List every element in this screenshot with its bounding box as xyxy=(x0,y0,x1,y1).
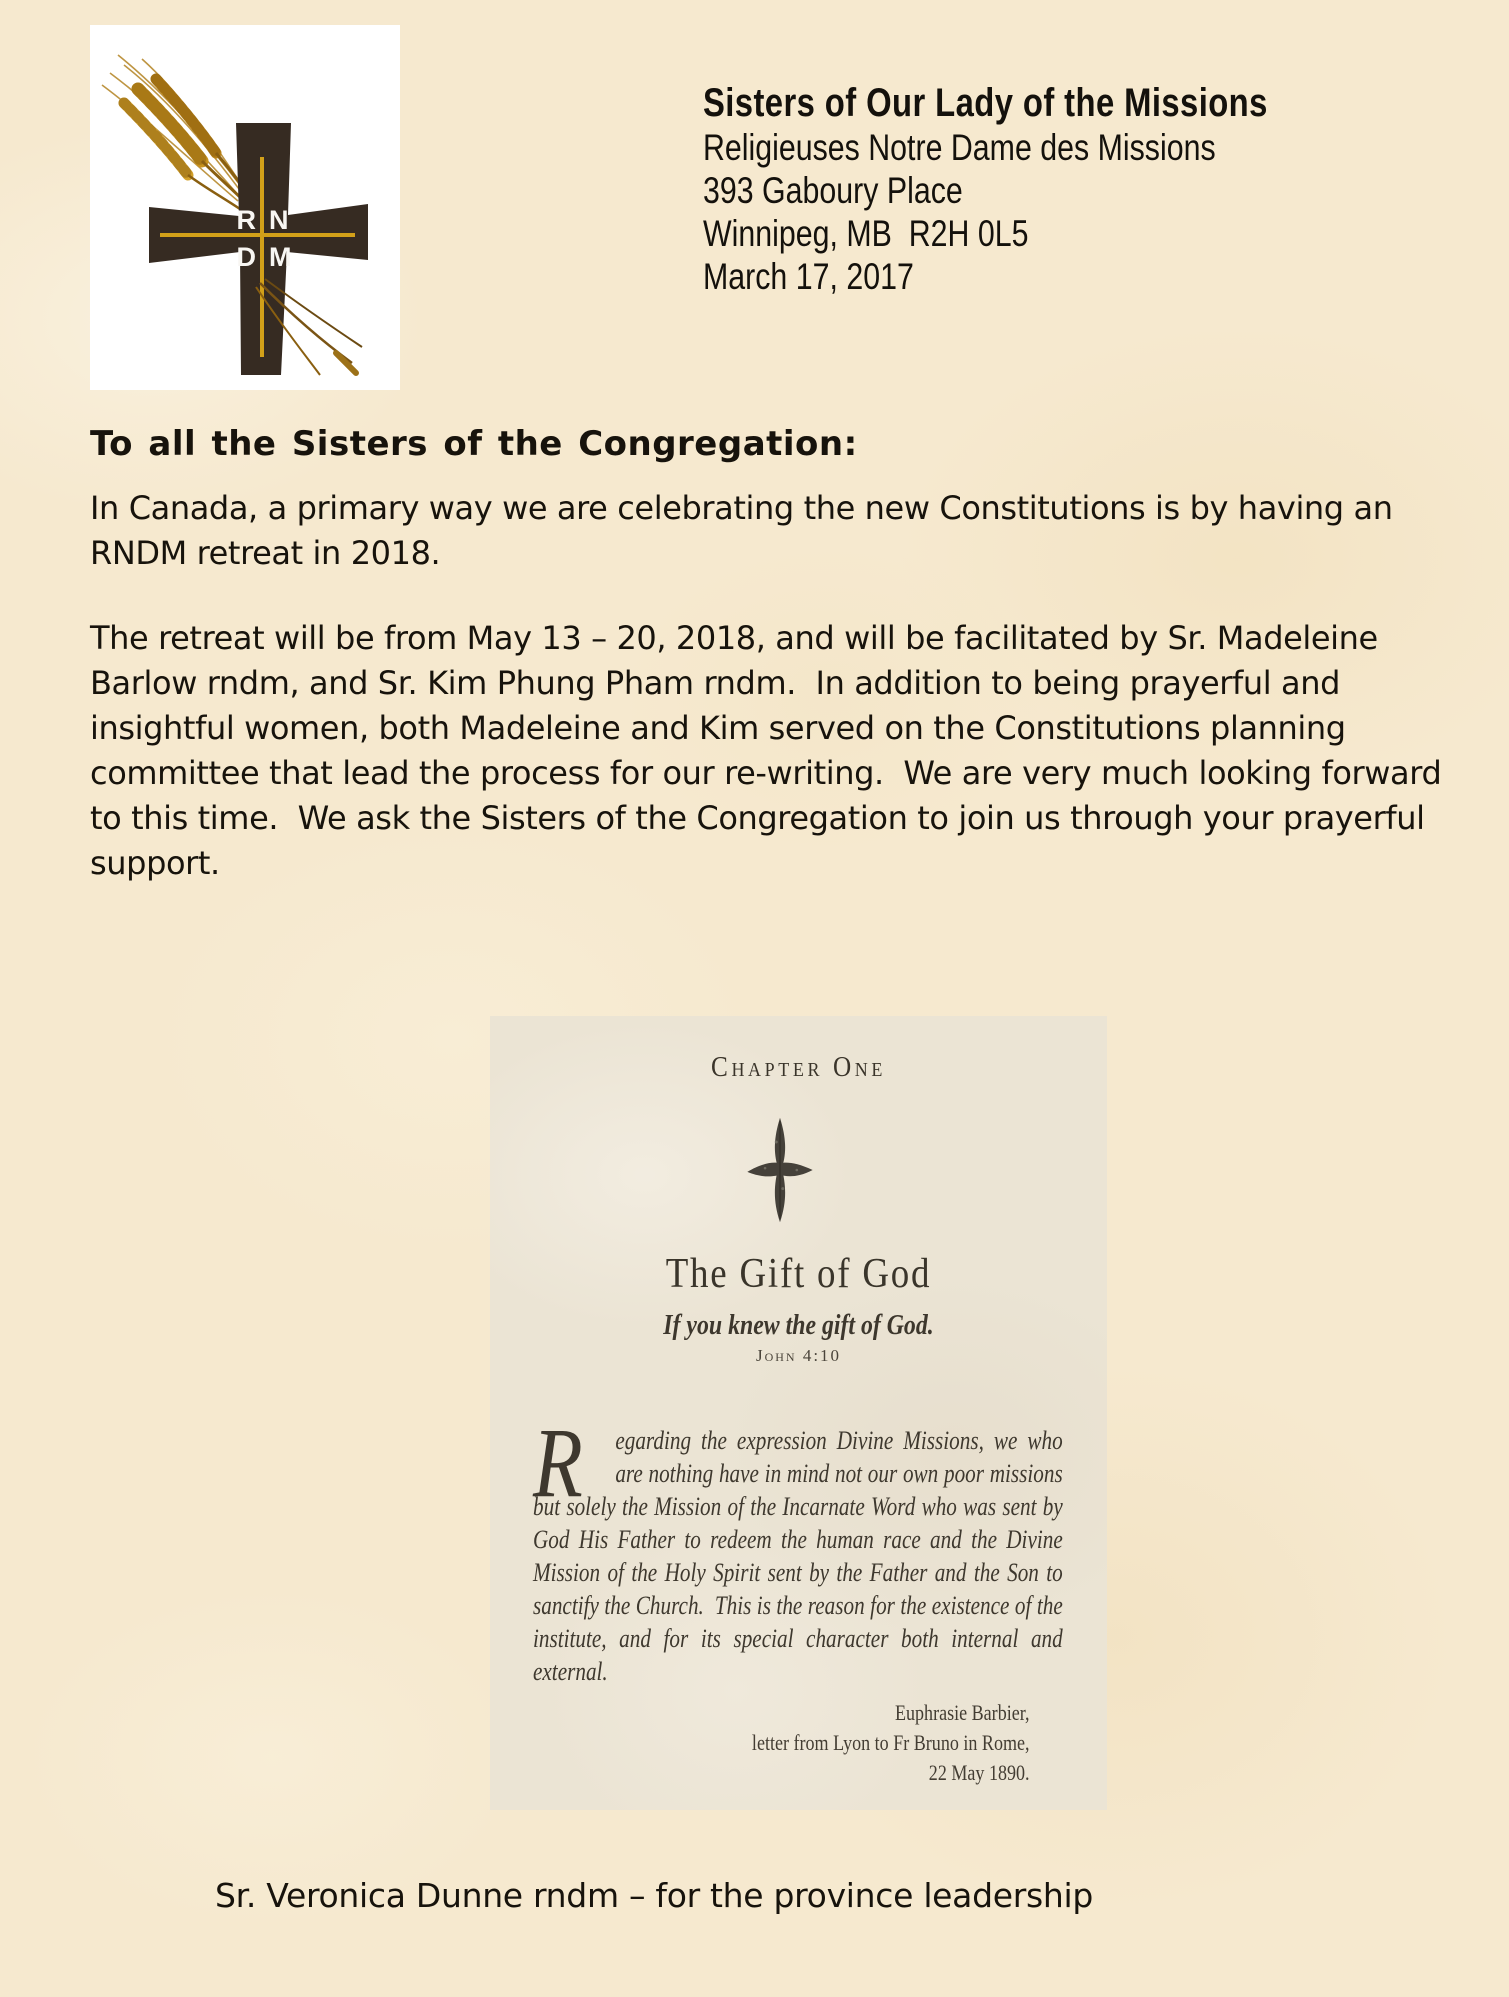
salutation: To all the Sisters of the Congregation: xyxy=(90,424,858,464)
letterhead xyxy=(703,80,1268,298)
epigraph-source: John 4:10 xyxy=(755,1346,842,1365)
org-name: Sisters of Our Lady of the Missions xyxy=(703,81,1268,125)
attribution-line: 22 May 1890. xyxy=(929,1760,1030,1785)
rndm-cross-wheat-icon xyxy=(90,25,400,390)
chapter-label: Chapter One xyxy=(711,1052,886,1083)
attribution-line: letter from Lyon to Fr Bruno in Rome, xyxy=(752,1730,1030,1755)
wheat-heads xyxy=(124,79,216,175)
logo-letter-d: D xyxy=(236,242,256,272)
letter-date: March 17, 2017 xyxy=(703,256,914,297)
congregation-logo xyxy=(90,25,400,390)
paragraph-1: In Canada, a primary way we are celebrating the new Constitutions is by having an RNDM retreat in 2018. xyxy=(90,489,1403,572)
epigraph: If you knew the gift of God. xyxy=(663,1310,934,1341)
quote-paragraph xyxy=(533,1407,1069,1688)
paragraph-2: The retreat will be from May 13 – 20, 2018, and will be facilitated by Sr. Madeleine Barlow rndm, and Sr. Kim Phung Pham rndm. In addition to being prayerful and insightful women, both Madeleine and Kim served on the Constitutions planning committee that lead the process for our re-writing. We are very much looking forward to this time. We ask the Sisters of the Congregation to join us through your prayerful support. xyxy=(90,619,1452,882)
book-title: The Gift of God xyxy=(665,1251,932,1297)
attribution xyxy=(752,1698,1030,1788)
book-page-image xyxy=(490,1016,1107,1810)
address-city: Winnipeg, MB R2H 0L5 xyxy=(703,213,1029,254)
attribution-line: Euphrasie Barbier, xyxy=(895,1700,1030,1725)
logo-letter-n: N xyxy=(269,205,289,235)
address-street: 393 Gaboury Place xyxy=(703,170,963,211)
org-name-french: Religieuses Notre Dame des Missions xyxy=(703,127,1216,168)
dropcap-letter: R xyxy=(533,1407,583,1518)
quote-text: egarding the expression Divine Missions, we who are nothing have in mind not our own poor missions but solely the Mission of the Incarnate Word who was sent by God His Father to redeem the human race and the Divine Mission of the Holy Spirit sent by the Father and the Son to sanctify the Church. This is the reason for the existence of the institute, and for its special character both internal and external. xyxy=(533,1426,1069,1686)
signature-line: Sr. Veronica Dunne rndm – for the province leadership xyxy=(215,1876,1094,1915)
logo-letter-m: M xyxy=(269,242,292,272)
cross-ornament-icon xyxy=(742,1114,818,1226)
logo-letter-r: R xyxy=(236,205,256,235)
